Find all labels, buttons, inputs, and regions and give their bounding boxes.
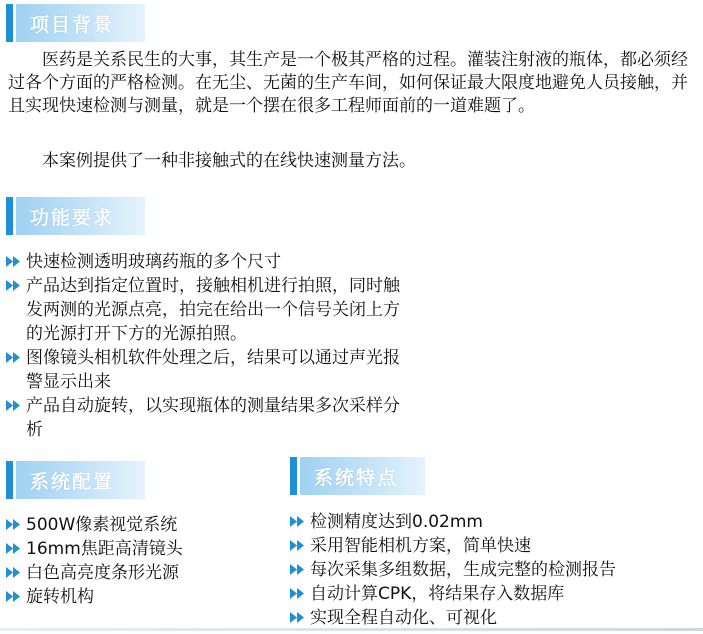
double-chevron-right-icon <box>6 567 22 578</box>
background-paragraph-1: 医药是关系民生的大事，其生产是一个极其严格的过程。灌装注射液的瓶体，都必须经过各个方面的严格检测。在无尘、无菌的生产车间，如何保证最大限度地避免人员接触，并且实现快速检测与测量，就是一个摆在很多工程师面前的一道难题了。 <box>8 50 688 116</box>
double-chevron-right-icon <box>290 516 306 527</box>
features-list <box>290 510 695 630</box>
double-chevron-right-icon <box>6 280 22 291</box>
section-title <box>16 197 145 235</box>
section-header-project-background <box>6 4 145 42</box>
list-item-text: 旋转机构 <box>26 587 94 607</box>
list-item <box>6 561 276 585</box>
section-accent-bar <box>6 461 13 499</box>
double-chevron-right-icon <box>6 519 22 530</box>
requirements-list <box>6 250 416 442</box>
list-item-text: 产品自动旋转，以实现瓶体的测量结果多次采样分析 <box>26 396 400 440</box>
double-chevron-right-icon <box>290 612 306 623</box>
section-header-requirements <box>6 197 145 235</box>
double-chevron-right-icon <box>6 543 22 554</box>
background-paragraph-2: 本案例提供了一种非接触式的在线快速测量方法。 <box>42 151 416 171</box>
list-item <box>290 582 695 606</box>
list-item-text: 自动计算CPK，将结果存入数据库 <box>310 584 565 604</box>
list-item-text: 白色高亮度条形光源 <box>26 563 179 583</box>
section-title <box>16 461 145 499</box>
list-item <box>290 558 695 582</box>
list-item <box>6 250 416 274</box>
list-item-text: 16mm焦距高清镜头 <box>26 539 183 559</box>
section-title-text: 功能要求 <box>30 206 115 229</box>
list-item <box>6 346 416 394</box>
section-accent-bar <box>290 457 297 495</box>
section-header-configuration <box>6 461 145 499</box>
list-item <box>6 585 276 609</box>
section-header-features <box>290 457 425 495</box>
section-accent-bar <box>6 197 13 235</box>
list-item-text: 每次采集多组数据，生成完整的检测报告 <box>310 560 616 580</box>
list-item-text: 实现全程自动化、可视化 <box>310 608 497 628</box>
list-item-text: 检测精度达到0.02mm <box>310 512 483 532</box>
double-chevron-right-icon <box>6 400 22 411</box>
double-chevron-right-icon <box>6 256 22 267</box>
list-item-text: 快速检测透明玻璃药瓶的多个尺寸 <box>26 252 281 272</box>
section-accent-bar <box>6 4 13 42</box>
double-chevron-right-icon <box>6 591 22 602</box>
section-title-text: 系统特点 <box>314 466 399 489</box>
list-item <box>6 537 276 561</box>
list-item <box>6 394 416 442</box>
list-item-text: 图像镜头相机软件处理之后，结果可以通过声光报警显示出来 <box>26 348 400 392</box>
list-item-text: 500W像素视觉系统 <box>26 515 178 535</box>
double-chevron-right-icon <box>6 352 22 363</box>
list-item <box>6 513 276 537</box>
list-item <box>290 510 695 534</box>
section-title-text: 项目背景 <box>30 13 115 36</box>
list-item <box>290 534 695 558</box>
section-title-text: 系统配置 <box>30 470 115 493</box>
list-item <box>6 274 416 346</box>
configuration-list <box>6 513 276 609</box>
section-title <box>16 4 145 42</box>
bottom-divider <box>0 628 703 631</box>
list-item <box>290 606 695 630</box>
list-item-text: 产品达到指定位置时，接触相机进行拍照，同时触发两测的光源点亮，拍完在给出一个信号关闭上方的光源打开下方的光源拍照。 <box>26 276 400 344</box>
double-chevron-right-icon <box>290 588 306 599</box>
double-chevron-right-icon <box>290 564 306 575</box>
double-chevron-right-icon <box>290 540 306 551</box>
section-title <box>300 457 425 495</box>
list-item-text: 采用智能相机方案，简单快速 <box>310 536 531 556</box>
